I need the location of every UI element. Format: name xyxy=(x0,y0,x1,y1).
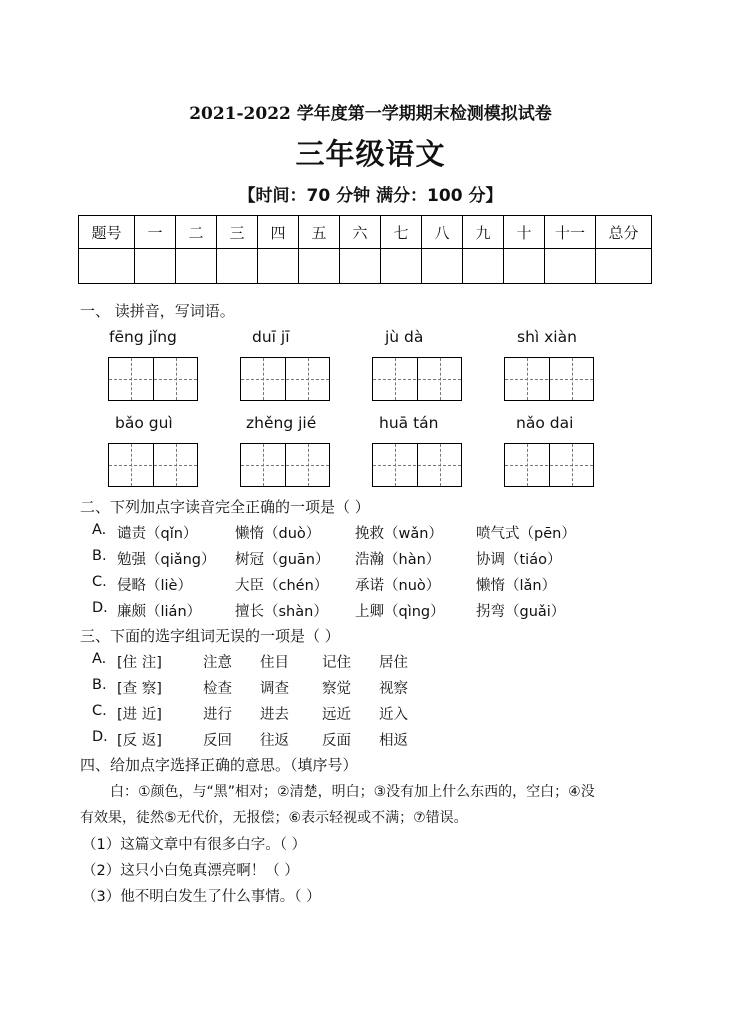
section2-title: 二、下列加点字读音完全正确的一项是（ ） xyxy=(80,498,370,516)
writing-grid[interactable] xyxy=(372,357,462,401)
writing-grid[interactable] xyxy=(108,443,198,487)
exam-title: 2021-2022 学年度第一学期期末检测模拟试卷 xyxy=(189,104,552,124)
score-header-cell: 一 xyxy=(135,216,176,249)
score-cell[interactable] xyxy=(340,249,381,284)
option-item: 懒惰（duò） xyxy=(235,526,321,542)
pinyin-label: huā tán xyxy=(379,414,439,432)
writing-grid[interactable] xyxy=(108,357,198,401)
question-item: （3）他不明白发生了什么事情。（ ） xyxy=(82,889,321,905)
option-label: A. xyxy=(92,651,107,667)
option-item: 浩瀚（hàn） xyxy=(355,552,441,568)
pinyin-label: nǎo dai xyxy=(516,414,574,432)
pinyin-label: jù dà xyxy=(385,328,424,346)
pinyin-label: duī jī xyxy=(252,328,290,346)
option-item: 树冠（guān） xyxy=(235,552,330,568)
time-score-line: 【时间：70 分钟 满分：100 分】 xyxy=(238,186,503,206)
score-header-cell: 二 xyxy=(176,216,217,249)
score-header-cell: 三 xyxy=(217,216,258,249)
option-item: 大臣（chén） xyxy=(235,578,329,594)
option-item: 喷气式（pēn） xyxy=(476,526,576,542)
option-item: 反面 xyxy=(322,733,351,749)
score-cell[interactable] xyxy=(176,249,217,284)
writing-grid[interactable] xyxy=(240,357,330,401)
option-item: 进去 xyxy=(260,707,289,723)
option-label: B. xyxy=(92,677,107,693)
score-cell[interactable] xyxy=(258,249,299,284)
score-header-cell: 十 xyxy=(504,216,545,249)
score-header-cell: 八 xyxy=(422,216,463,249)
option-label: D. xyxy=(92,729,108,745)
option-item: 进行 xyxy=(203,707,232,723)
option-item: 记住 xyxy=(322,655,351,671)
option-label: C. xyxy=(92,574,107,590)
option-item: 懒惰（lǎn） xyxy=(476,578,557,594)
writing-grid[interactable] xyxy=(372,443,462,487)
subject-title: 三年级语文 xyxy=(295,137,446,171)
score-header-cell: 九 xyxy=(463,216,504,249)
score-cell[interactable] xyxy=(545,249,596,284)
score-header-cell: 题号 xyxy=(79,216,135,249)
option-item: 侵略（liè） xyxy=(117,578,192,594)
option-item: 承诺（nuò） xyxy=(355,578,441,594)
score-header-cell: 六 xyxy=(340,216,381,249)
writing-grid[interactable] xyxy=(504,357,594,401)
option-item: [进 近] xyxy=(117,707,162,723)
score-header-cell: 总分 xyxy=(596,216,652,249)
section3-title: 三、下面的选字组词无误的一项是（ ） xyxy=(80,627,340,645)
pinyin-label: zhěng jié xyxy=(246,414,317,432)
score-cell[interactable] xyxy=(217,249,258,284)
score-cell[interactable] xyxy=(79,249,135,284)
writing-grid[interactable] xyxy=(504,443,594,487)
score-cell[interactable] xyxy=(299,249,340,284)
option-label: C. xyxy=(92,703,107,719)
score-header-cell: 五 xyxy=(299,216,340,249)
score-cell[interactable] xyxy=(463,249,504,284)
score-table xyxy=(78,215,652,284)
option-item: [查 察] xyxy=(117,681,162,697)
option-label: A. xyxy=(92,522,107,538)
option-item: 协调（tiáo） xyxy=(476,552,562,568)
option-item: 远近 xyxy=(322,707,351,723)
option-item: 检查 xyxy=(203,681,232,697)
option-label: B. xyxy=(92,548,107,564)
score-header-cell: 七 xyxy=(381,216,422,249)
option-item: 勉强（qiǎng） xyxy=(117,552,216,568)
option-label: D. xyxy=(92,600,108,616)
definition-line: 有效果，徒然⑤无代价，无报偿；⑥表示轻视或不满；⑦错误。 xyxy=(80,810,468,826)
option-item: 往返 xyxy=(260,733,289,749)
option-item: 居住 xyxy=(379,655,408,671)
section4-title: 四、给加点字选择正确的意思。（填序号） xyxy=(80,756,358,774)
pinyin-label: shì xiàn xyxy=(517,328,577,346)
option-item: 注意 xyxy=(203,655,232,671)
score-cell[interactable] xyxy=(596,249,652,284)
question-item: （2）这只小白兔真漂亮啊！（ ） xyxy=(82,863,299,879)
option-item: 相返 xyxy=(379,733,408,749)
option-item: 调查 xyxy=(260,681,289,697)
option-item: 察觉 xyxy=(322,681,351,697)
score-header-cell: 十一 xyxy=(545,216,596,249)
option-item: 上卿（qìng） xyxy=(355,604,445,620)
pinyin-label: bǎo guì xyxy=(115,414,173,432)
score-cell[interactable] xyxy=(135,249,176,284)
definition-line: 白：①颜色，与“黑”相对；②清楚，明白；③没有加上什么东西的，空白；④没 xyxy=(110,784,595,800)
writing-grid[interactable] xyxy=(240,443,330,487)
option-item: 视察 xyxy=(379,681,408,697)
pinyin-label: fēng jǐng xyxy=(109,328,177,346)
option-item: [住 注] xyxy=(117,655,162,671)
question-item: （1）这篇文章中有很多白字。（ ） xyxy=(82,837,307,853)
option-item: 拐弯（guǎi） xyxy=(476,604,566,620)
section1-title: 一、 读拼音，写词语。 xyxy=(80,302,235,320)
option-item: [反 返] xyxy=(117,733,162,749)
option-item: 反回 xyxy=(203,733,232,749)
option-item: 谴责（qǐn） xyxy=(117,526,198,542)
option-item: 住目 xyxy=(260,655,289,671)
score-cell[interactable] xyxy=(381,249,422,284)
option-item: 挽救（wǎn） xyxy=(355,526,443,542)
score-cell[interactable] xyxy=(504,249,545,284)
score-cell[interactable] xyxy=(422,249,463,284)
option-item: 擅长（shàn） xyxy=(235,604,328,620)
score-header-cell: 四 xyxy=(258,216,299,249)
option-item: 廉颇（lián） xyxy=(117,604,202,620)
option-item: 近入 xyxy=(379,707,408,723)
